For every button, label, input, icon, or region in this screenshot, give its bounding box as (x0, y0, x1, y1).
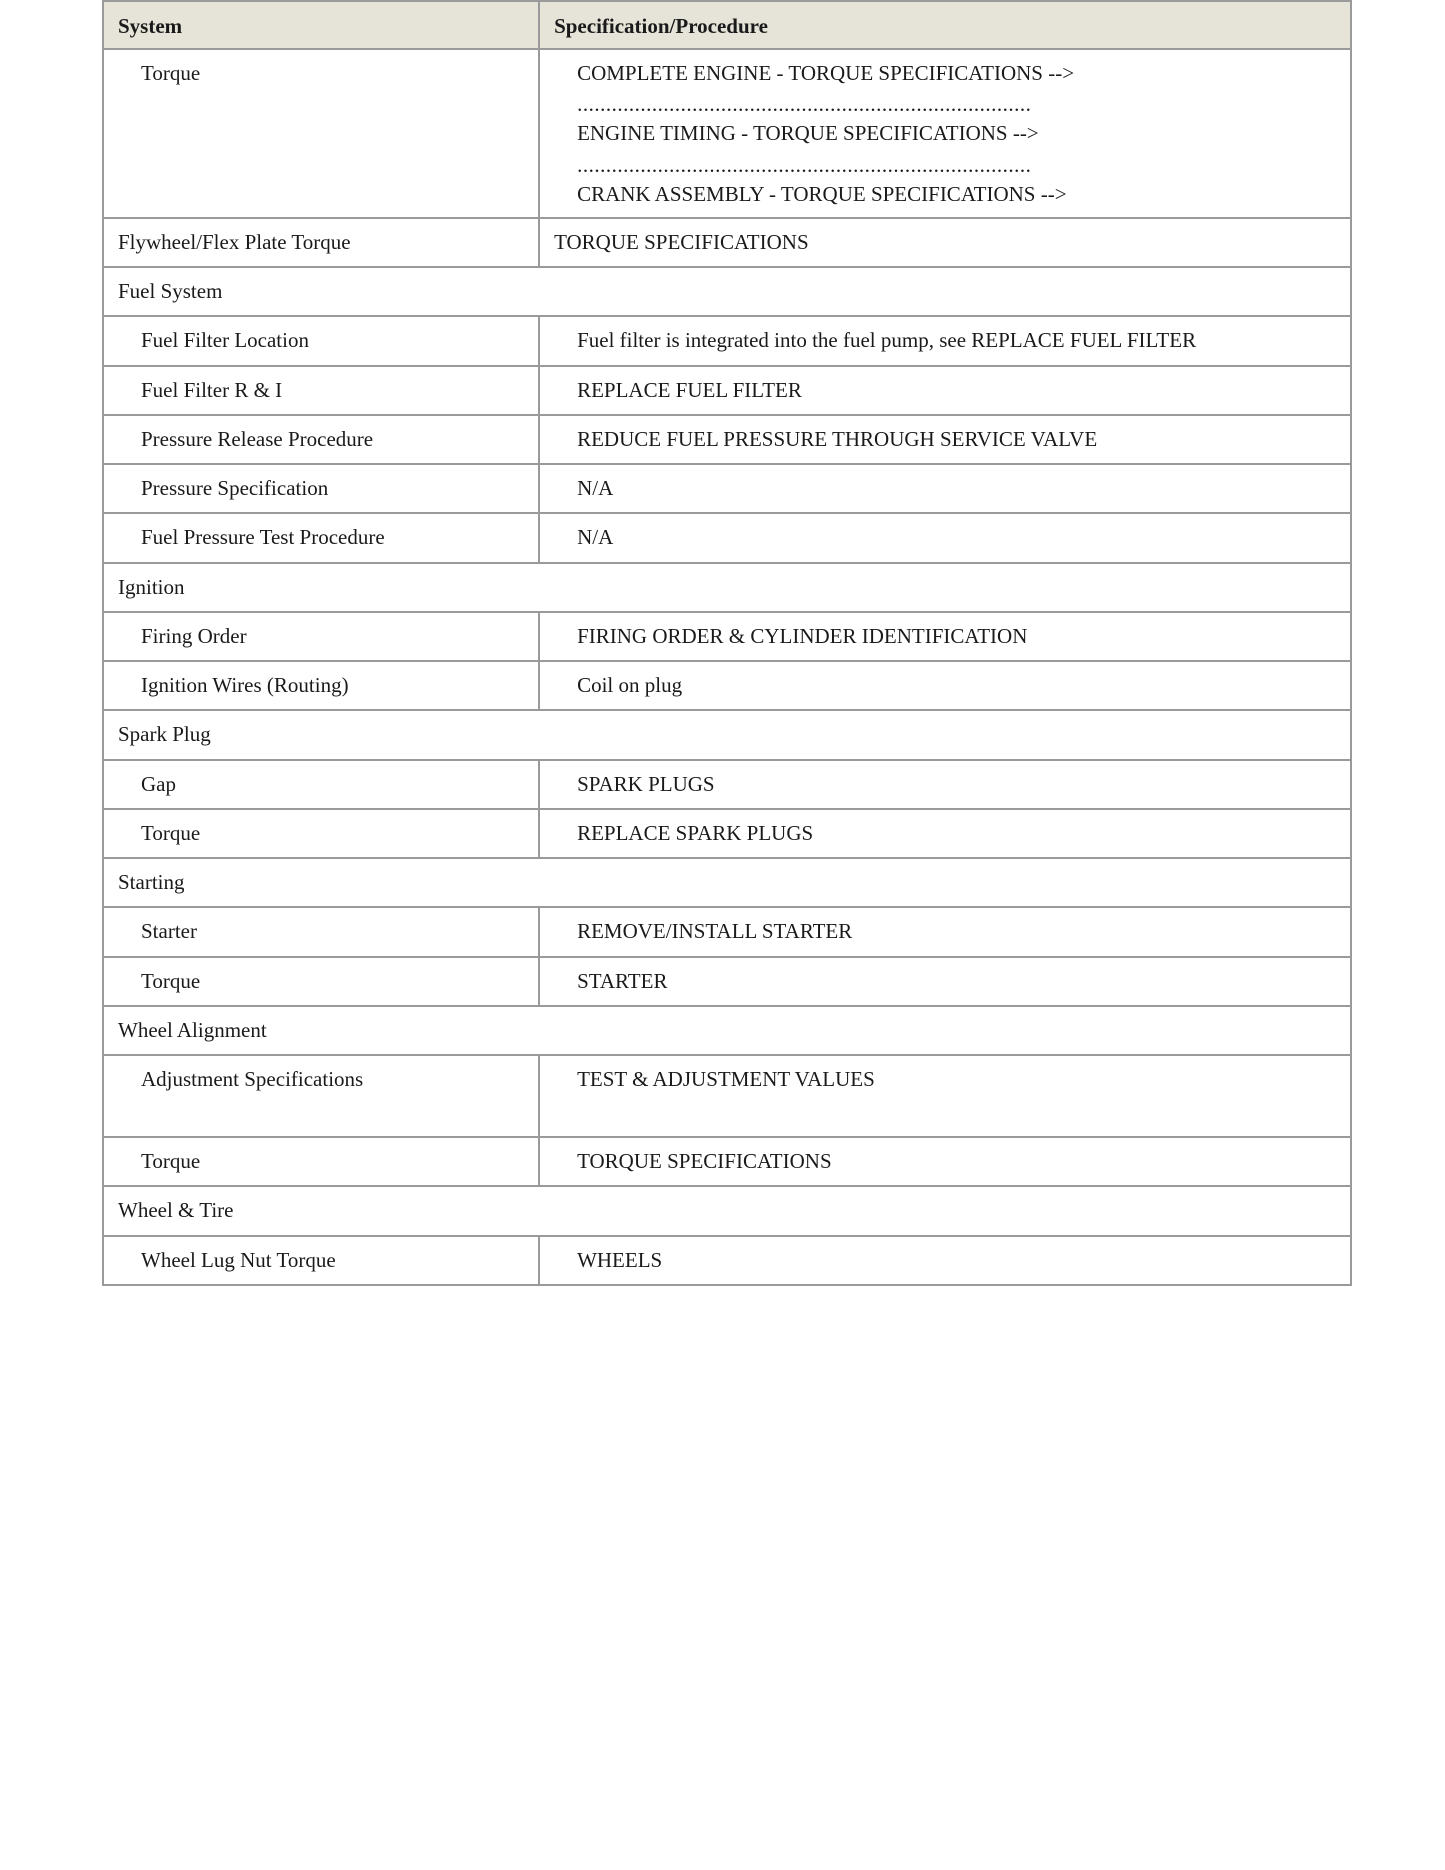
table-row (103, 366, 1351, 415)
system-cell (103, 661, 539, 710)
table-row (103, 415, 1351, 464)
table-row (103, 513, 1351, 562)
system-cell (103, 612, 539, 661)
table-row (103, 1236, 1351, 1285)
table-row (103, 1055, 1351, 1137)
spec-link[interactable]: ENGINE TIMING - TORQUE SPECIFICATIONS --> (577, 121, 1039, 146)
spec-cell (539, 809, 1351, 858)
system-label: Pressure Release Procedure (141, 426, 374, 451)
section-label: Fuel System (118, 279, 223, 304)
spec-cell (539, 366, 1351, 415)
system-cell (103, 464, 539, 513)
system-cell (103, 415, 539, 464)
section-cell (103, 1186, 1351, 1235)
spec-cell (539, 316, 1351, 365)
dotted-separator: ............................................................................... (577, 152, 1032, 177)
system-label: Firing Order (141, 623, 247, 648)
spec-cell (539, 1055, 1351, 1137)
section-row (103, 1006, 1351, 1055)
spec-value: Coil on plug (577, 673, 683, 698)
table-row (103, 612, 1351, 661)
spec-value: SPARK PLUGS (577, 771, 715, 796)
spec-links (540, 50, 1350, 217)
section-label: Spark Plug (118, 722, 211, 747)
table-body (103, 49, 1351, 1285)
spec-value: REMOVE/INSTALL STARTER (577, 919, 853, 944)
system-cell (103, 316, 539, 365)
spec-cell (539, 415, 1351, 464)
section-label: Ignition (118, 574, 185, 599)
spec-cell (539, 612, 1351, 661)
system-label: Torque (141, 61, 201, 85)
section-label: Wheel & Tire (118, 1198, 234, 1223)
spec-cell (539, 1236, 1351, 1285)
spec-value: REDUCE FUEL PRESSURE THROUGH SERVICE VALVE (577, 426, 1098, 451)
section-row (103, 1186, 1351, 1235)
system-label: Torque (141, 1149, 201, 1174)
system-cell (103, 809, 539, 858)
section-cell (103, 710, 1351, 759)
system-cell (103, 1236, 539, 1285)
system-label: Wheel Lug Nut Torque (141, 1247, 336, 1272)
table-row (103, 907, 1351, 956)
spec-cell (539, 49, 1351, 218)
spec-value: N/A (577, 476, 614, 501)
system-cell (103, 1137, 539, 1186)
system-label: Gap (141, 771, 176, 796)
section-row (103, 267, 1351, 316)
spec-link[interactable]: CRANK ASSEMBLY - TORQUE SPECIFICATIONS --> (577, 181, 1067, 206)
system-cell (103, 957, 539, 1006)
section-cell (103, 1006, 1351, 1055)
spec-link[interactable]: COMPLETE ENGINE - TORQUE SPECIFICATIONS --> (577, 61, 1075, 85)
system-label: Fuel Pressure Test Procedure (141, 525, 385, 550)
section-label: Starting (118, 870, 185, 895)
system-cell (103, 366, 539, 415)
section-cell (103, 563, 1351, 612)
spec-cell (539, 661, 1351, 710)
dotted-separator: ............................................................................... (577, 92, 1032, 117)
system-label: Fuel Filter R & I (141, 377, 283, 402)
table-row (103, 760, 1351, 809)
table-header-row (103, 1, 1351, 49)
system-label: Ignition Wires (Routing) (141, 673, 349, 698)
table-row (103, 661, 1351, 710)
table-row (103, 316, 1351, 365)
spec-value: TORQUE SPECIFICATIONS (554, 229, 809, 254)
system-label: Flywheel/Flex Plate Torque (118, 229, 351, 254)
header-spec: Specification/Procedure (539, 1, 1351, 49)
spec-value: FIRING ORDER & CYLINDER IDENTIFICATION (577, 623, 1028, 648)
header-system: System (103, 1, 539, 49)
spec-value: TEST & ADJUSTMENT VALUES (577, 1067, 875, 1092)
spec-cell (539, 1137, 1351, 1186)
system-label: Pressure Specification (141, 476, 329, 501)
section-label: Wheel Alignment (118, 1017, 267, 1042)
spec-table (102, 0, 1352, 1286)
table-row (103, 1137, 1351, 1186)
system-label: Adjustment Specifications (141, 1067, 364, 1092)
spec-cell (539, 464, 1351, 513)
section-row (103, 563, 1351, 612)
spec-value: Fuel filter is integrated into the fuel pump, see REPLACE FUEL FILTER (577, 328, 1197, 353)
spec-cell (539, 218, 1351, 267)
spec-cell (539, 907, 1351, 956)
table-row (103, 464, 1351, 513)
system-label: Fuel Filter Location (141, 328, 309, 353)
spec-value: TORQUE SPECIFICATIONS (577, 1149, 832, 1174)
spec-value: REPLACE FUEL FILTER (577, 377, 802, 402)
system-cell (103, 49, 539, 218)
spec-cell (539, 513, 1351, 562)
system-cell (103, 760, 539, 809)
spec-value: STARTER (577, 968, 668, 993)
table-row (103, 49, 1351, 218)
table-row (103, 957, 1351, 1006)
system-cell (103, 513, 539, 562)
system-cell (103, 907, 539, 956)
system-label: Starter (141, 919, 197, 944)
system-cell (103, 218, 539, 267)
system-label: Torque (141, 968, 201, 993)
section-cell (103, 267, 1351, 316)
spec-cell (539, 957, 1351, 1006)
spec-value: WHEELS (577, 1247, 663, 1272)
section-cell (103, 858, 1351, 907)
spec-value: REPLACE SPARK PLUGS (577, 820, 814, 845)
table-row (103, 218, 1351, 267)
system-cell (103, 1055, 539, 1137)
spec-cell (539, 760, 1351, 809)
section-row (103, 858, 1351, 907)
system-label: Torque (141, 820, 201, 845)
spec-value: N/A (577, 525, 614, 550)
section-row (103, 710, 1351, 759)
table-row (103, 809, 1351, 858)
